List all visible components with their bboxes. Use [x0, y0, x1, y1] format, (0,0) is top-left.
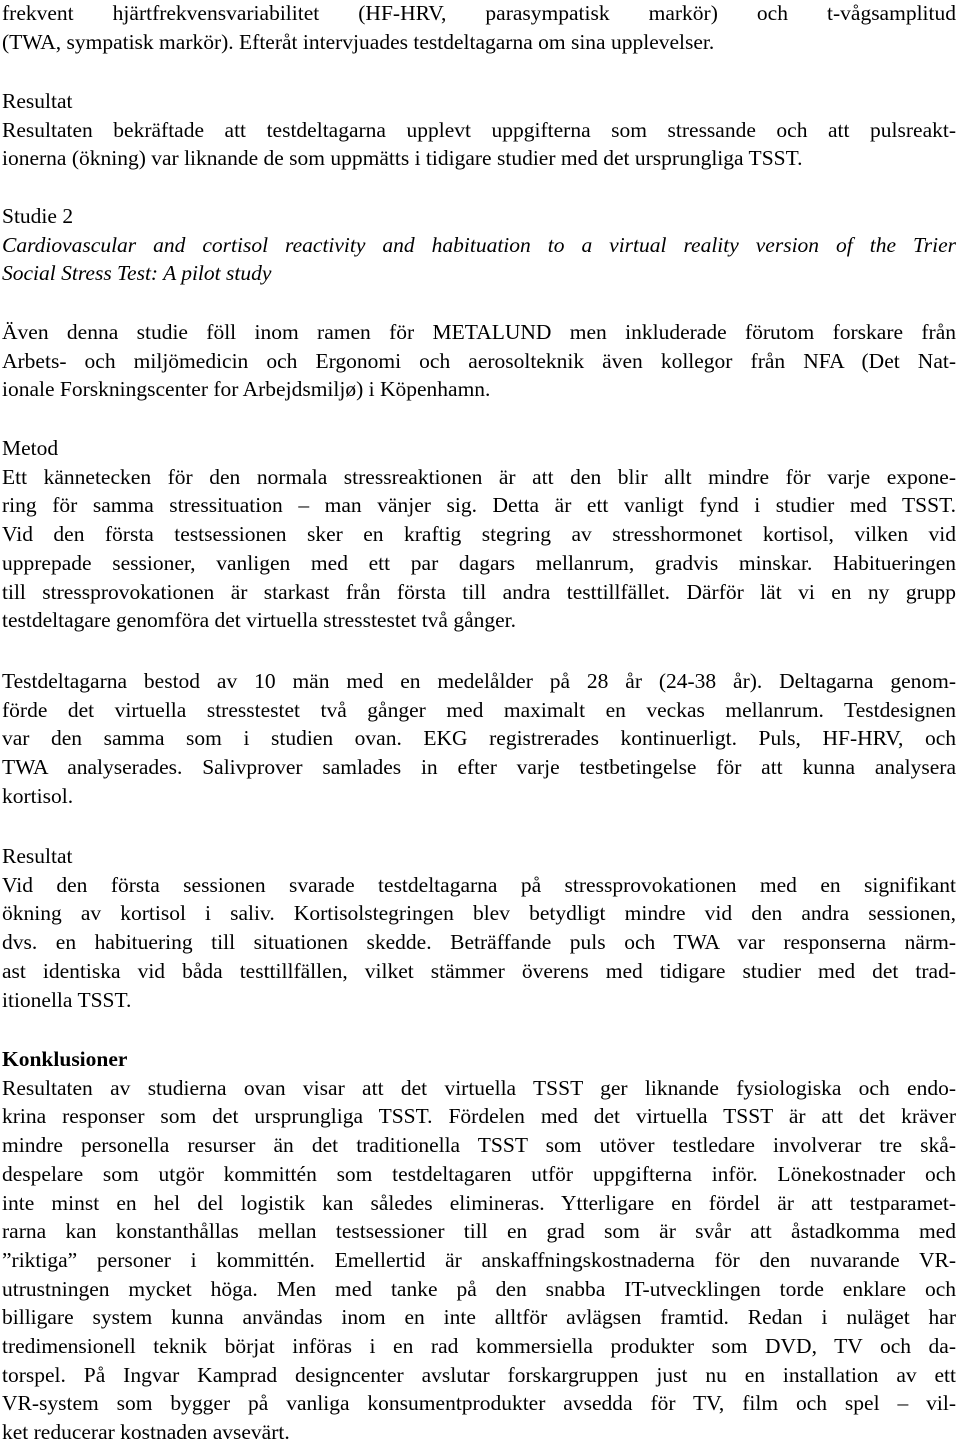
text-line: dvs. en habituering till situationen skedde. Beträffande puls och TWA var responserna närm- — [2, 930, 956, 955]
text-line: billigare system kunna användas inom en inte alltför avlägsen framtid. Redan i nuläget har — [2, 1305, 956, 1330]
text-line: mindre personella resurser än det traditionella TSST som utöver testledare involverar tre skå- — [2, 1133, 956, 1158]
text-line: Även denna studie föll inom ramen för METALUND men inkluderade förutom forskare från — [2, 320, 956, 344]
text-line: frekvent hjärtfrekvensvariabilitet (HF-HRV, parasympatisk markör) och t-vågsamplitud — [2, 1, 956, 25]
text-line: tredimensionell teknik börjat införas i en rad kommersiella produkter som DVD, TV och da- — [2, 1334, 956, 1359]
study-title-line: Cardiovascular and cortisol reactivity and habituation to a virtual reality version of the Trier — [2, 232, 956, 257]
text-line: Arbets- och miljömedicin och Ergonomi och aerosolteknik även kollegor från NFA (Det Nat- — [2, 348, 956, 373]
method-paragraph-2 — [2, 667, 956, 811]
text-line: krina responser som det ursprungliga TSST. Fördelen med det virtuella TSST är att det kräver — [2, 1104, 956, 1129]
section-heading: Resultat — [2, 89, 73, 113]
text-line: kortisol. — [2, 783, 74, 808]
text-line: torspel. På Ingvar Kamprad designcenter avslutar forskargruppen just nu en installation av ett — [2, 1362, 956, 1387]
text-line: VR-system som bygger på vanliga konsumentprodukter avsedda för TV, film och spel – vil- — [2, 1391, 956, 1416]
text-line: till stressprovokationen är starkast från första till andra testtillfället. Därför lät vi en ny grupp — [2, 579, 956, 604]
text-line: ring för samma stressituation – man vänjer sig. Detta är ett vanligt fynd i studier med TSST. — [2, 493, 956, 518]
study-2-paragraph — [2, 318, 956, 404]
text-line: ket reducerar kostnaden avsevärt. — [2, 1420, 290, 1445]
text-line: utrustningen mycket höga. Men med tanke på den snabba IT-utvecklingen torde enklare och — [2, 1276, 956, 1301]
text-line: (TWA, sympatisk markör). Efteråt intervjuades testdeltagarna om sina upplevelser. — [2, 29, 715, 54]
section-heading: Metod — [2, 436, 59, 460]
result-section-2 — [2, 842, 956, 1014]
section-heading: Konklusioner — [2, 1047, 128, 1071]
conclusions-section — [2, 1045, 956, 1447]
text-line: upprepade sessioner, vanligen med ett par dagars mellanrum, gradvis minskar. Habitueringen — [2, 550, 956, 575]
text-line: TWA analyserades. Salivprover samlades in efter varje testbetingelse för att kunna analysera — [2, 755, 956, 780]
text-line: ast identiska vid båda testtillfällen, vilket stämmer överens med tidigare studier med det trad- — [2, 958, 956, 983]
text-line: Ett kännetecken för den normala stressreaktionen är att den blir allt mindre för varje expone- — [2, 464, 956, 489]
section-heading: Resultat — [2, 844, 73, 868]
study-2-section — [2, 202, 956, 288]
text-line: Resultaten bekräftade att testdeltagarna upplevt uppgifterna som stressande och att pulsreakt- — [2, 117, 956, 142]
text-line: Testdeltagarna bestod av 10 män med en medelålder på 28 år (24-38 år). Deltagarna genom- — [2, 669, 956, 693]
result-section-1 — [2, 87, 956, 173]
text-line: Resultaten av studierna ovan visar att det virtuella TSST ger liknande fysiologiska och endo- — [2, 1075, 956, 1100]
text-line: ”riktiga” personer i kommittén. Emellertid är anskaffningskostnaderna för den nuvarande VR- — [2, 1247, 956, 1272]
intro-paragraph — [2, 0, 956, 56]
text-line: despelare som utgör kommittén som testdeltagaren utför uppgifterna inför. Lönekostnader och — [2, 1161, 956, 1186]
text-line: förde det virtuella stresstestet två gånger med maximalt en veckas mellanrum. Testdesignen — [2, 697, 956, 722]
section-heading: Studie 2 — [2, 204, 74, 228]
text-line: Vid den första sessionen svarade testdeltagarna på stressprovokationen med en signifikant — [2, 872, 956, 897]
text-line: ökning av kortisol i saliv. Kortisolstegringen blev betydligt mindre vid den andra sessionen, — [2, 901, 956, 926]
method-section — [2, 434, 956, 635]
text-line: testdeltagare genomföra det virtuella stresstestet två gånger. — [2, 608, 517, 633]
study-title-line: Social Stress Test: A pilot study — [2, 261, 272, 286]
text-line: rarna kan konstanthållas mellan testsessioner till en grad som är svår att åstadkomma med — [2, 1219, 956, 1244]
text-line: ionerna (ökning) var liknande de som uppmätts i tidigare studier med det ursprungliga TSST. — [2, 146, 803, 171]
text-line: inte minst en hel del logistik kan således elimineras. Ytterligare en fördel är att testparamet- — [2, 1190, 956, 1215]
text-line: itionella TSST. — [2, 987, 132, 1012]
text-line: var den samma som i studien ovan. EKG registrerades kontinuerligt. Puls, HF-HRV, och — [2, 726, 956, 751]
text-line: Vid den första testsessionen sker en kraftig stegring av stresshormonet kortisol, vilken vid — [2, 522, 956, 547]
text-line: ionale Forskningscenter for Arbejdsmiljø) i Köpenhamn. — [2, 377, 491, 402]
